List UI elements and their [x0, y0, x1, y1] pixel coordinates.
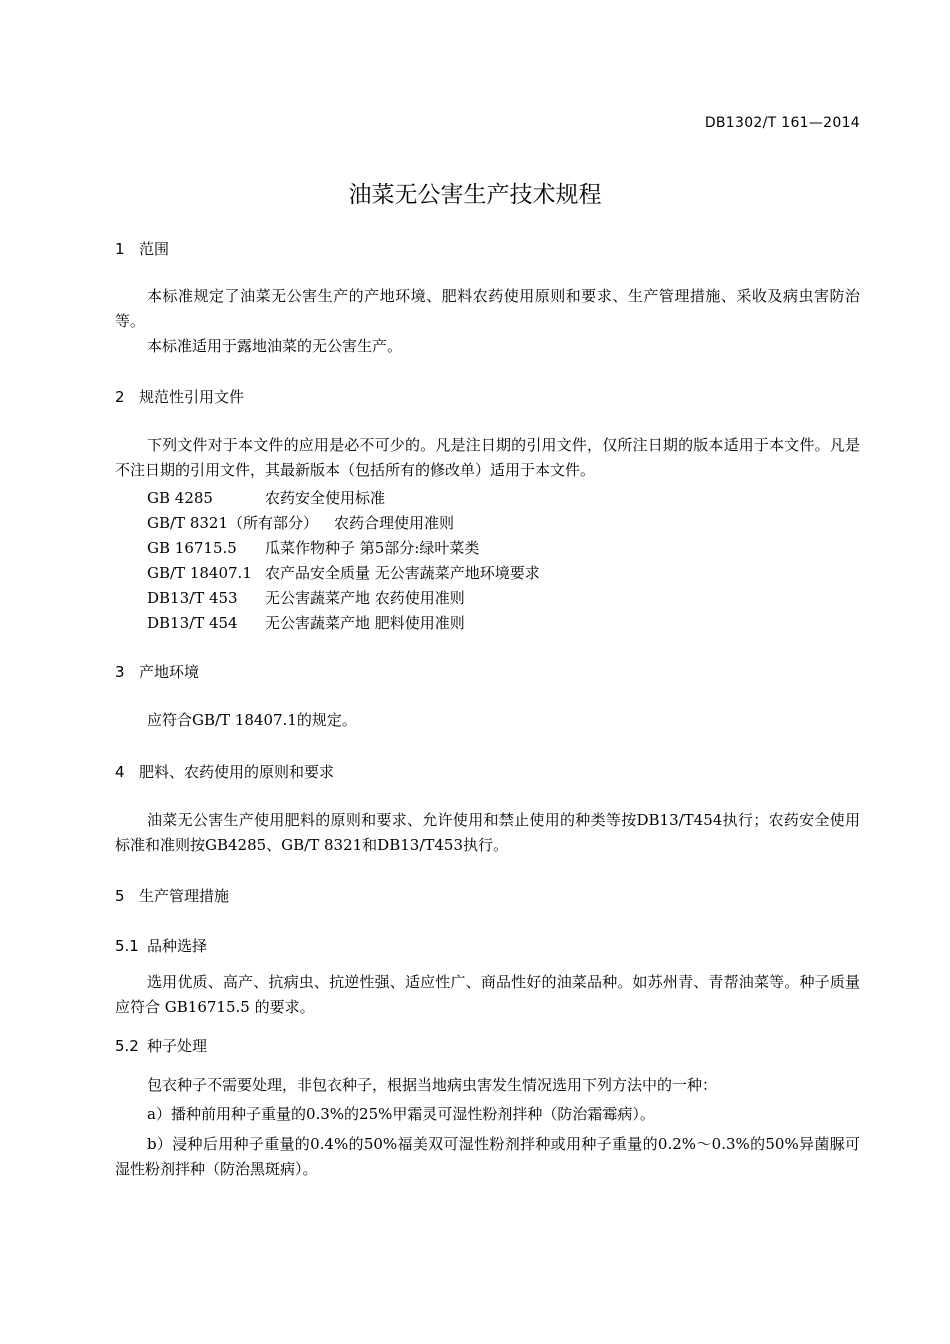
section-title: 产地环境 — [139, 663, 200, 681]
reference-code: GB 4285 — [147, 489, 213, 507]
subsection-5-2-paragraph-1: 包衣种子不需要处理，非包衣种子，根据当地病虫害发生情况选用下列方法中的一种： — [147, 1076, 718, 1094]
section-4-heading — [115, 761, 334, 782]
section-title: 范围 — [139, 240, 170, 258]
section-2-paragraph-1: 下列文件对于本文件的应用是必不可少的。凡是注日期的引用文件，仅所注日期的版本适用于本文件。凡是不注日期的引用文件，其最新版本（包括所有的修改单）适用于本文件。 — [115, 436, 860, 479]
section-number: 3 — [115, 663, 125, 681]
subsection-number: 5.1 — [115, 937, 139, 955]
section-2-heading — [115, 386, 244, 407]
subsection-number: 5.2 — [115, 1037, 139, 1055]
reference-item — [147, 487, 385, 508]
reference-name: 无公害蔬菜产地 肥料使用准则 — [265, 614, 465, 632]
section-number: 5 — [115, 887, 125, 905]
section-number: 1 — [115, 240, 125, 258]
section-title: 生产管理措施 — [139, 887, 230, 905]
section-5-heading — [115, 885, 229, 906]
subsection-title: 种子处理 — [147, 1037, 208, 1055]
section-title: 肥料、农药使用的原则和要求 — [139, 763, 335, 781]
reference-code: DB13/T 453 — [147, 589, 238, 607]
reference-name: 无公害蔬菜产地 农药使用准则 — [265, 589, 465, 607]
section-number: 2 — [115, 388, 125, 406]
reference-code: GB 16715.5 — [147, 539, 237, 557]
reference-code: DB13/T 454 — [147, 614, 238, 632]
subsection-5-1-paragraph-1: 选用优质、高产、抗病虫、抗逆性强、适应性广、商品性好的油菜品种。如苏州青、青帮油菜等。种子质量应符合 GB16715.5 的要求。 — [115, 973, 860, 1016]
reference-name: 农产品安全质量 无公害蔬菜产地环境要求 — [265, 564, 540, 582]
reference-name: 农药安全使用标准 — [265, 489, 386, 507]
section-3-heading — [115, 661, 199, 682]
document-title: 油菜无公害生产技术规程 — [348, 182, 602, 208]
reference-item — [147, 512, 454, 533]
reference-name: 瓜菜作物种子 第5部分:绿叶菜类 — [265, 539, 480, 557]
subsection-5-2-item-b: b）浸种后用种子重量的0.4%的50%福美双可湿性粉剂拌种或用种子重量的0.2%～0.3%的50%异菌脲可湿性粉剂拌种（防治黑斑病）。 — [115, 1135, 860, 1178]
section-title: 规范性引用文件 — [139, 388, 245, 406]
subsection-5-2-item-a: a）播种前用种子重量的0.3%的25%甲霜灵可湿性粉剂拌种（防治霜霉病）。 — [147, 1105, 655, 1123]
section-4-paragraph-1: 油菜无公害生产使用肥料的原则和要求、允许使用和禁止使用的种类等按DB13/T454执行；农药安全使用标准和准则按GB4285、GB/T 8321和DB13/T453执行。 — [115, 811, 860, 854]
reference-item — [147, 612, 465, 633]
subsection-5-1-heading — [115, 935, 207, 956]
section-number: 4 — [115, 763, 125, 781]
subsection-5-2-heading — [115, 1035, 207, 1056]
reference-item — [147, 587, 465, 608]
section-3-paragraph-1: 应符合GB/T 18407.1的规定。 — [147, 711, 357, 729]
reference-code: GB/T 8321（所有部分） — [147, 514, 319, 532]
subsection-title: 品种选择 — [147, 937, 208, 955]
reference-name: 农药合理使用准则 — [334, 514, 455, 532]
section-1-paragraph-2: 本标准适用于露地油菜的无公害生产。 — [147, 337, 403, 355]
section-1-paragraph-1: 本标准规定了油菜无公害生产的产地环境、肥料农药使用原则和要求、生产管理措施、采收及病虫害防治等。 — [115, 287, 860, 330]
reference-code: GB/T 18407.1 — [147, 564, 252, 582]
reference-item — [147, 537, 479, 558]
reference-item — [147, 562, 540, 583]
document-number: DB1302/T 161—2014 — [704, 115, 860, 131]
section-1-heading — [115, 238, 169, 259]
